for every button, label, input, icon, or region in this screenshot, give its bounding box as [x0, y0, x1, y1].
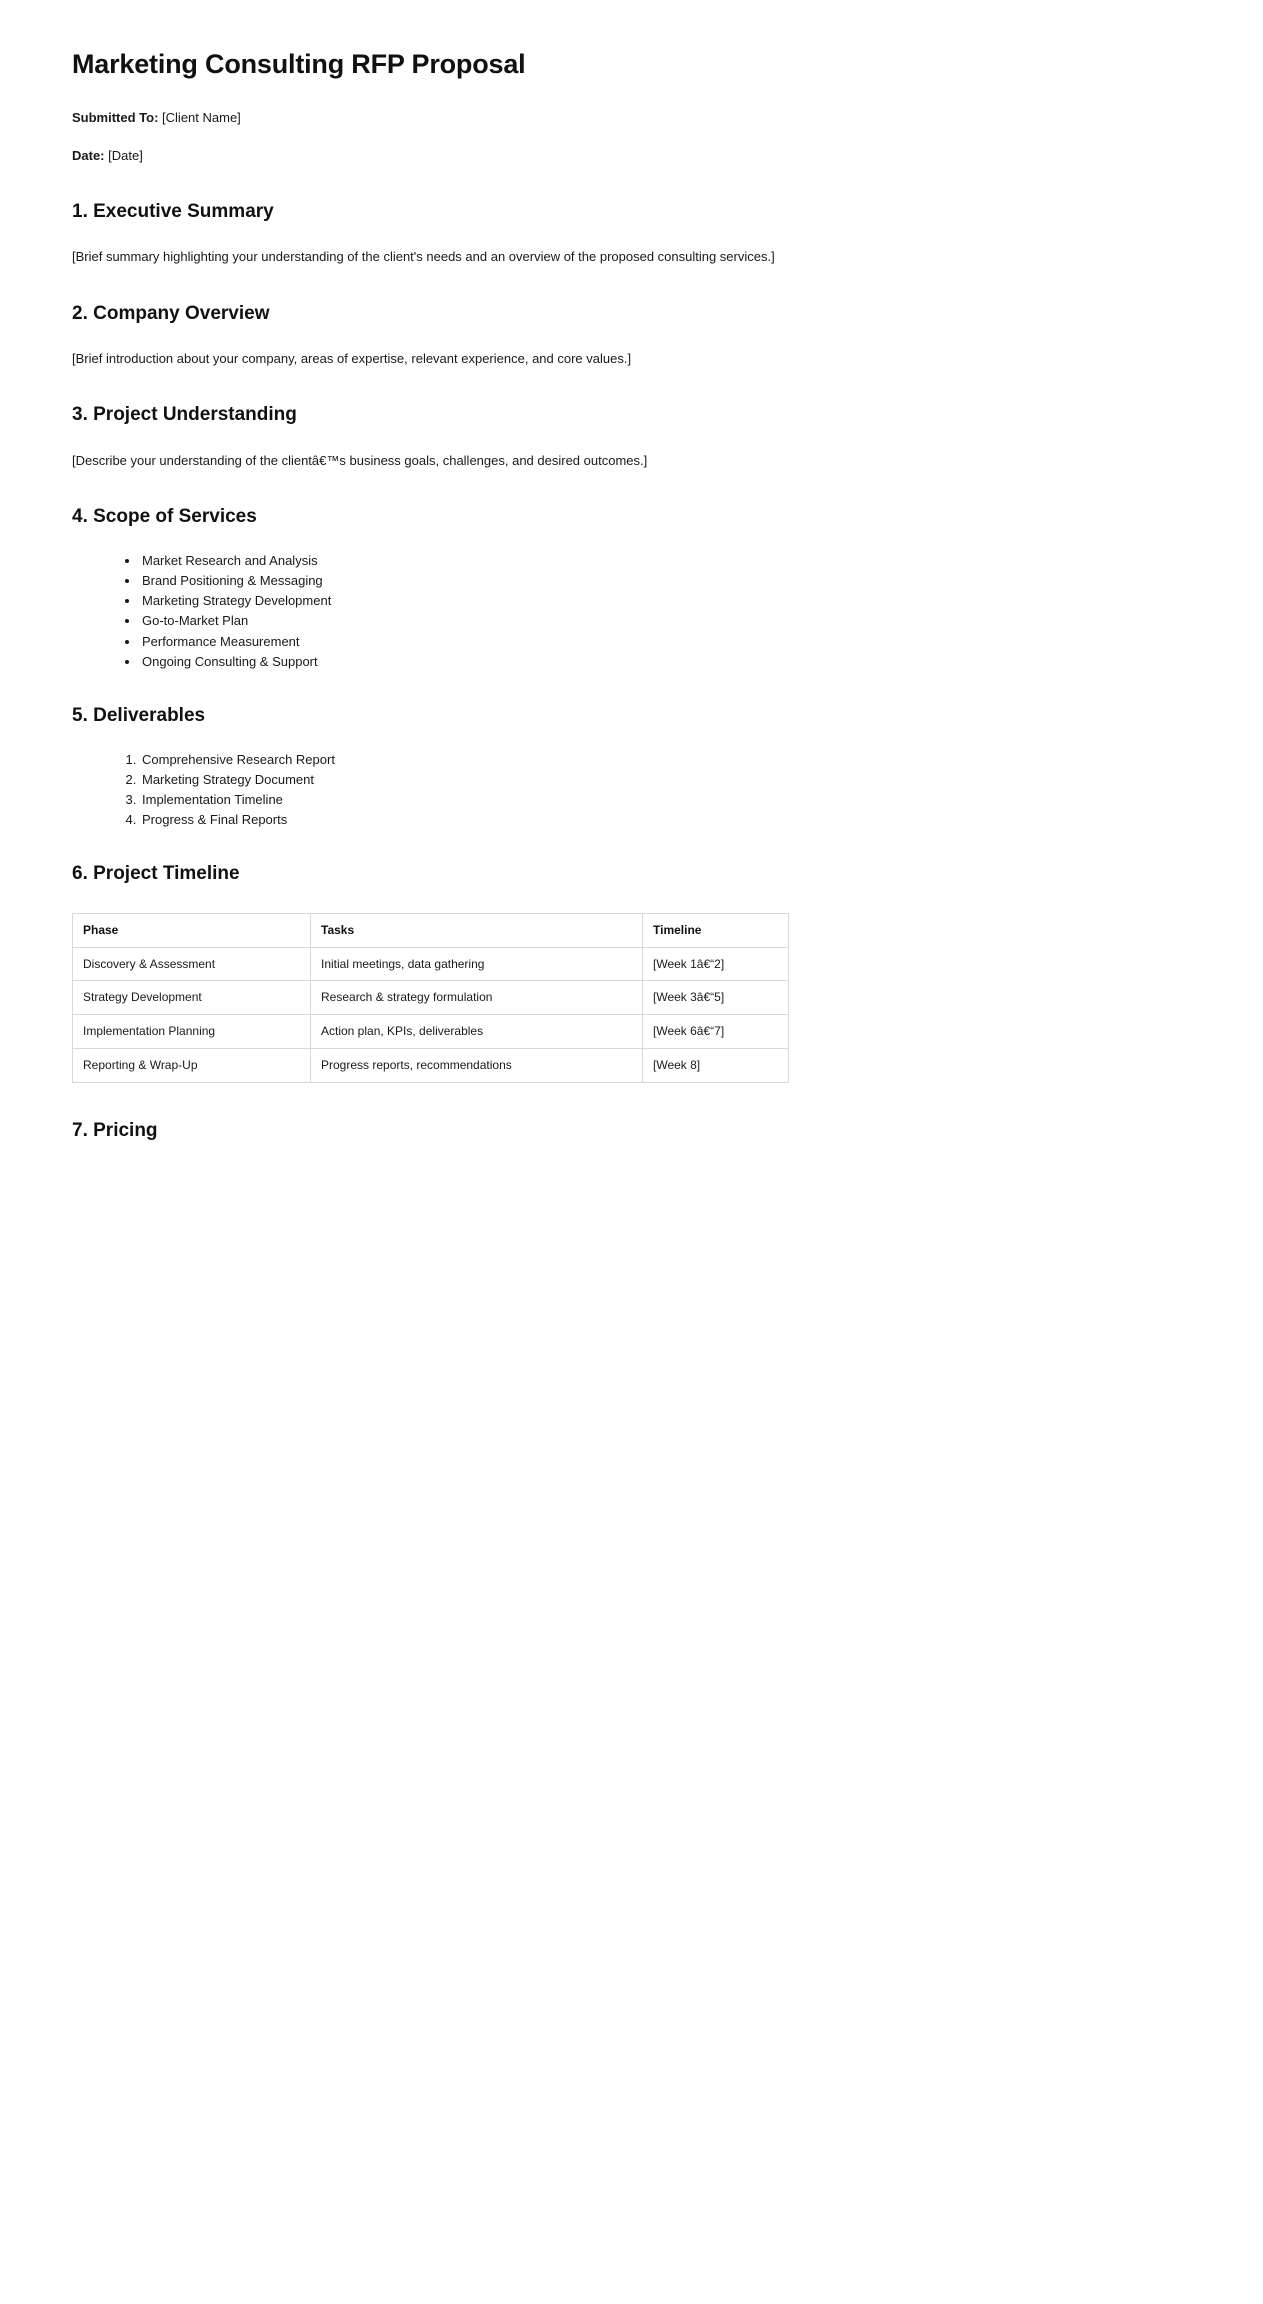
section-heading-deliverables: 5. Deliverables — [72, 704, 206, 726]
list-item: • Marketing Strategy Development — [140, 592, 1191, 609]
meta-date — [72, 146, 1191, 166]
section-heading-scope-of-services: 4. Scope of Services — [72, 506, 257, 528]
list-item: 1. Comprehensive Research Report — [140, 751, 1191, 768]
list-item: • Market Research and Analysis — [140, 552, 1191, 569]
meta-date-value: [Date] — [108, 148, 143, 164]
cell-phase: Implementation Planning — [73, 1015, 311, 1049]
cell-timeline: [Week 8] — [643, 1049, 789, 1083]
list-item: 2. Marketing Strategy Document — [140, 771, 1191, 788]
table-row — [73, 947, 789, 981]
meta-submitted-to — [72, 108, 1191, 128]
list-item: • Ongoing Consulting & Support — [140, 653, 1191, 670]
cell-timeline: [Week 1â€“2] — [643, 947, 789, 981]
cell-tasks: Research & strategy formulation — [311, 981, 643, 1015]
meta-submitted-to-label: Submitted To: — [72, 109, 159, 125]
section-heading-company-overview: 2. Company Overview — [72, 302, 270, 324]
table-row — [73, 981, 789, 1015]
column-header-tasks: Tasks — [311, 913, 643, 947]
section-text-executive-summary: [Brief summary highlighting your understanding of the client's needs and an overview of the proposed consulting services.] — [72, 249, 775, 265]
cell-tasks: Action plan, KPIs, deliverables — [311, 1015, 643, 1049]
scope-of-services-list — [72, 552, 1191, 670]
table-header-row — [73, 913, 789, 947]
list-item: 3. Implementation Timeline — [140, 791, 1191, 808]
cell-timeline: [Week 6â€“7] — [643, 1015, 789, 1049]
deliverables-list — [72, 751, 1191, 829]
list-item: • Performance Measurement — [140, 633, 1191, 650]
section-heading-project-understanding: 3. Project Understanding — [72, 404, 297, 426]
cell-phase: Discovery & Assessment — [73, 947, 311, 981]
table-row — [73, 1015, 789, 1049]
cell-phase: Strategy Development — [73, 981, 311, 1015]
cell-phase: Reporting & Wrap-Up — [73, 1049, 311, 1083]
cell-tasks: Progress reports, recommendations — [311, 1049, 643, 1083]
page-title: Marketing Consulting RFP Proposal — [72, 49, 526, 79]
list-item: • Brand Positioning & Messaging — [140, 572, 1191, 589]
list-item: • Go-to-Market Plan — [140, 612, 1191, 629]
column-header-phase: Phase — [73, 913, 311, 947]
meta-submitted-to-value: [Client Name] — [162, 109, 241, 125]
meta-date-label: Date: — [72, 148, 105, 164]
list-item: 4. Progress & Final Reports — [140, 811, 1191, 828]
document-body — [0, 0, 1263, 1144]
section-heading-project-timeline: 6. Project Timeline — [72, 863, 240, 885]
section-text-company-overview: [Brief introduction about your company, areas of expertise, relevant experience, and core values.] — [72, 351, 632, 367]
column-header-timeline: Timeline — [643, 913, 789, 947]
table-row — [73, 1049, 789, 1083]
project-timeline-table — [72, 913, 789, 1083]
cell-timeline: [Week 3â€“5] — [643, 981, 789, 1015]
cell-tasks: Initial meetings, data gathering — [311, 947, 643, 981]
section-text-project-understanding: [Describe your understanding of the clientâ€™s business goals, challenges, and desired outcomes.] — [72, 453, 648, 469]
section-heading-pricing: 7. Pricing — [72, 1119, 158, 1141]
section-heading-executive-summary: 1. Executive Summary — [72, 200, 274, 222]
